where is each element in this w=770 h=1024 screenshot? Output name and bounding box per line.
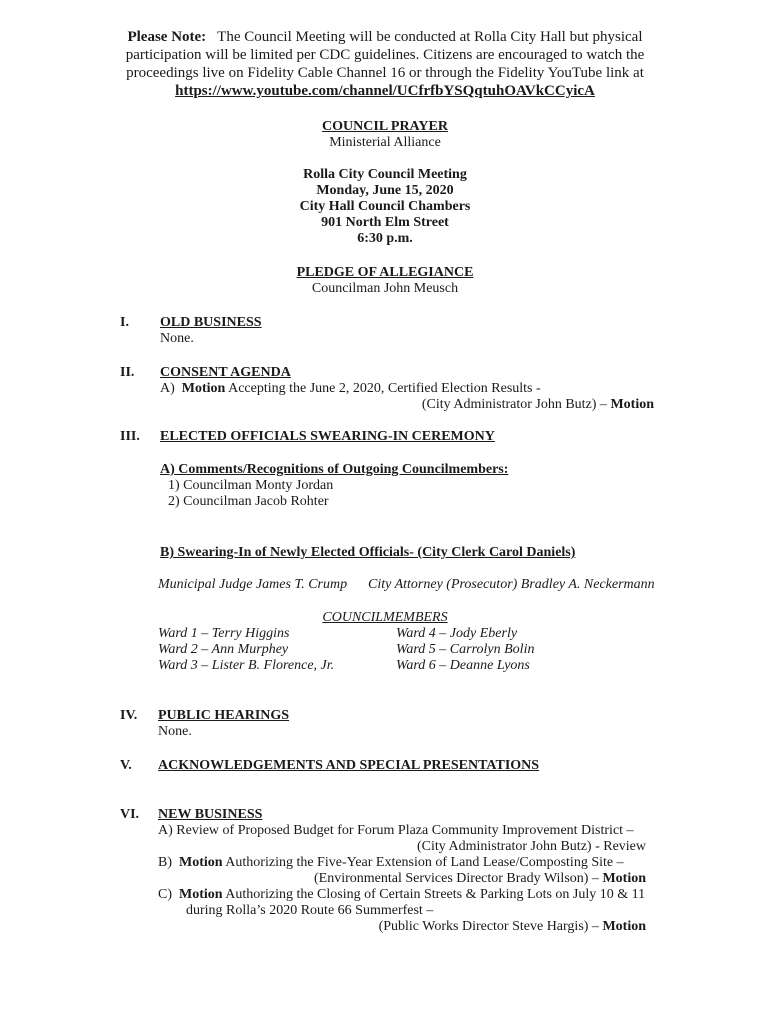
- pledge-by: Councilman John Meusch: [311, 281, 459, 296]
- pledge-title: PLEDGE OF ALLEGIANCE: [296, 265, 474, 280]
- subsection-swearing-in: B) Swearing-In of Newly Elected Officials- (City Clerk Carol Daniels): [160, 545, 576, 560]
- motion-label: Motion: [179, 855, 223, 870]
- new-business-item-c: [158, 886, 645, 903]
- new-business-item-a-presenter: (City Administrator John Butz) - Review: [416, 839, 646, 854]
- section-title-acknowledgements: ACKNOWLEDGEMENTS AND SPECIAL PRESENTATIONS: [158, 758, 540, 773]
- section-number: IV.: [120, 708, 138, 723]
- section-title-new-business: NEW BUSINESS: [158, 807, 263, 822]
- section-number: II.: [120, 365, 135, 380]
- item-prefix: B): [158, 855, 172, 870]
- new-business-item-b-presenter: [314, 870, 646, 887]
- section-number: V.: [120, 758, 132, 773]
- notice-text: The Council Meeting will be conducted at Rolla City Hall but physical participation will be limited per CDC guidelines. Citizens are encouraged to watch the proceedings live on Fidelity Cable Channel 16 or through the Fidelity YouTube link at: [125, 29, 645, 81]
- section-number: VI.: [120, 807, 140, 822]
- ward-entry: Ward 3 – Lister B. Florence, Jr.: [158, 658, 335, 673]
- item-prefix: A): [160, 381, 175, 396]
- hearings-note: None.: [158, 724, 192, 739]
- ward-entry: Ward 1 – Terry Higgins: [158, 626, 290, 641]
- ward-entry: Ward 4 – Jody Eberly: [396, 626, 518, 641]
- councilmembers-title: COUNCILMEMBERS: [322, 610, 448, 625]
- section-title-swearing-in: ELECTED OFFICIALS SWEARING-IN CEREMONY: [160, 429, 495, 444]
- ward-entry: Ward 6 – Deanne Lyons: [396, 658, 530, 673]
- presenter: (Environmental Services Director Brady Wilson) –: [314, 871, 603, 886]
- action-label: Motion: [610, 397, 654, 412]
- outgoing-item: 1) Councilman Monty Jordan: [168, 478, 334, 493]
- item-text: Authorizing the Five-Year Extension of Land Lease/Composting Site –: [225, 855, 624, 870]
- motion-label: Motion: [181, 381, 226, 396]
- meeting-date: Monday, June 15, 2020: [316, 183, 454, 198]
- meeting-address: 901 North Elm Street: [321, 215, 449, 230]
- new-business-item-c-cont: during Rolla’s 2020 Route 66 Summerfest –: [186, 903, 434, 918]
- ward-entry: Ward 2 – Ann Murphey: [158, 642, 289, 657]
- section-title-public-hearings: PUBLIC HEARINGS: [158, 708, 290, 723]
- prayer-by: Ministerial Alliance: [329, 135, 441, 150]
- new-business-item-c-presenter: [379, 918, 646, 935]
- new-business-item-b: [158, 854, 624, 871]
- old-business-note: None.: [160, 331, 194, 346]
- meeting-name: Rolla City Council Meeting: [303, 167, 467, 182]
- item-prefix: C): [158, 887, 172, 902]
- presenter: (Public Works Director Steve Hargis) –: [378, 919, 603, 934]
- action-label: Motion: [602, 871, 646, 886]
- section-number: I.: [120, 315, 129, 330]
- presenter: (City Administrator John Butz) –: [421, 397, 611, 412]
- consent-item-a: [160, 380, 541, 397]
- section-title-old-business: OLD BUSINESS: [160, 315, 262, 330]
- section-number: III.: [120, 429, 140, 444]
- motion-label: Motion: [179, 887, 223, 902]
- notice-label: Please Note:: [127, 29, 207, 45]
- meeting-place: City Hall Council Chambers: [299, 199, 471, 214]
- subsection-outgoing: A) Comments/Recognitions of Outgoing Councilmembers:: [160, 462, 509, 477]
- meeting-notice: [108, 28, 662, 100]
- ward-entry: Ward 5 – Carrolyn Bolin: [396, 642, 535, 657]
- youtube-link[interactable]: https://www.youtube.com/channel/UCfrfbYSQqtuhOAVkCCyicA: [175, 83, 595, 99]
- new-business-item-a: A) Review of Proposed Budget for Forum Plaza Community Improvement District –: [158, 823, 634, 838]
- prayer-title: COUNCIL PRAYER: [322, 119, 448, 134]
- section-title-consent-agenda: CONSENT AGENDA: [160, 365, 291, 380]
- municipal-judge: Municipal Judge James T. Crump: [158, 577, 348, 592]
- action-label: Motion: [602, 919, 646, 934]
- meeting-time: 6:30 p.m.: [357, 231, 413, 246]
- outgoing-item: 2) Councilman Jacob Rohter: [168, 494, 329, 509]
- city-attorney: City Attorney (Prosecutor) Bradley A. Neckermann: [368, 577, 655, 592]
- consent-item-a-presenter: [422, 396, 654, 413]
- item-text: Accepting the June 2, 2020, Certified Election Results -: [228, 381, 541, 396]
- item-text: Authorizing the Closing of Certain Streets & Parking Lots on July 10 & 11: [225, 887, 646, 902]
